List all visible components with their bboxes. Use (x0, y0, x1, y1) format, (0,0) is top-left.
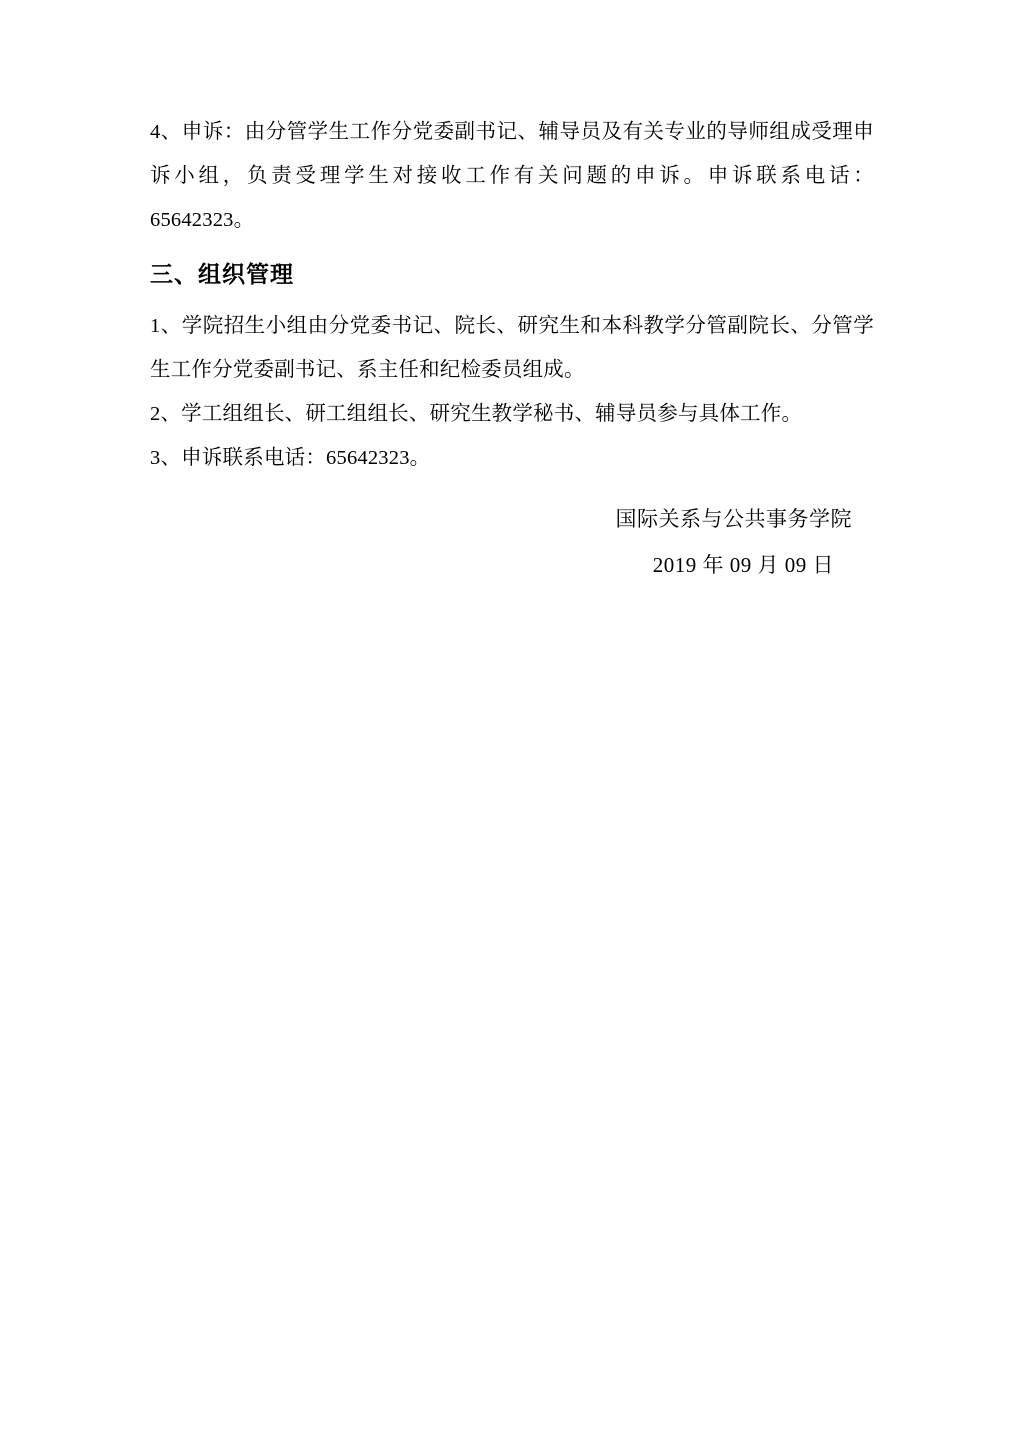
list-item: 2、学工组组长、研工组组长、研究生教学秘书、辅导员参与具体工作。 (150, 403, 803, 425)
signature-block (150, 496, 874, 588)
list-item: 3、申诉联系电话：65642323。 (150, 447, 431, 469)
list-item: 1、学院招生小组由分党委书记、院长、研究生和本科教学分管副院长、分管学生工作分党委副书记、系主任和纪检委员组成。 (150, 315, 874, 381)
paragraph-appeal-item: 4、申诉：由分管学生工作分党委副书记、辅导员及有关专业的导师组成受理申诉小组，负责受理学生对接收工作有关问题的申诉。申诉联系电话：65642323。 (150, 121, 874, 231)
section-heading-organization-management: 三、组织管理 (150, 262, 294, 287)
signature-organization: 国际关系与公共事务学院 (615, 507, 852, 531)
signature-date: 2019 年 09 月 09 日 (652, 553, 834, 577)
document-body (150, 110, 874, 588)
